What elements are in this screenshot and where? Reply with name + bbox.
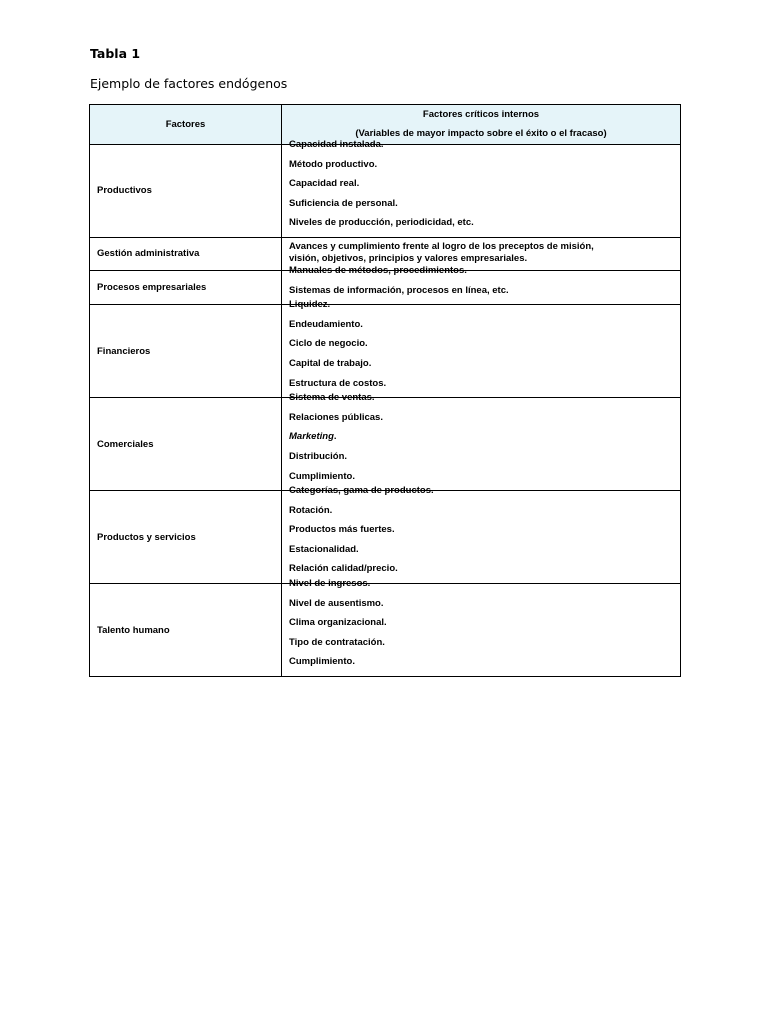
factor-name: Productos y servicios xyxy=(90,491,282,584)
table-header-row xyxy=(90,105,681,145)
factor-name: Comerciales xyxy=(90,398,282,491)
list-item: Método productivo. xyxy=(289,158,378,170)
factor-items xyxy=(282,485,681,584)
list-item: Categorías, gama de productos. xyxy=(289,485,434,497)
list-item: Ciclo de negocio. xyxy=(289,338,368,350)
header-factores-criticos-title: Factores críticos internos xyxy=(422,109,540,120)
table-caption-number: Tabla 1 xyxy=(90,46,141,61)
factor-name: Talento humano xyxy=(90,584,282,677)
list-item: Relaciones públicas. xyxy=(289,411,383,423)
list-item: Sistema de ventas. xyxy=(289,392,375,404)
factor-name: Productivos xyxy=(90,145,282,238)
factor-name: Financieros xyxy=(90,305,282,398)
table-row xyxy=(90,398,681,491)
marketing-term: Marketing xyxy=(289,431,334,443)
list-item: Suficiencia de personal. xyxy=(289,197,398,209)
list-item: Productos más fuertes. xyxy=(289,524,395,536)
factor-name: Gestión administrativa xyxy=(90,237,282,270)
list-item: Estacionalidad. xyxy=(289,543,359,555)
list-item: Liquidez. xyxy=(289,299,331,311)
list-item: Sistemas de información, procesos en línea, etc. xyxy=(289,284,509,296)
table-row xyxy=(90,491,681,584)
table-row xyxy=(90,584,681,677)
factor-items xyxy=(282,299,681,398)
factors-table xyxy=(89,104,681,677)
list-item: Capital de trabajo. xyxy=(289,357,372,369)
table-row xyxy=(90,145,681,238)
list-item: Manuales de métodos, procedimientos. xyxy=(289,264,467,276)
list-item: Niveles de producción, periodicidad, etc. xyxy=(289,217,474,229)
header-factores-criticos-subtitle: (Variables de mayor impacto sobre el éxito o el fracaso) xyxy=(355,128,607,139)
list-item: Clima organizacional. xyxy=(289,617,387,629)
list-item: Nivel de ingresos. xyxy=(289,578,371,590)
list-item: Nivel de ausentismo. xyxy=(289,597,384,609)
list-item: Relación calidad/precio. xyxy=(289,563,398,575)
factor-items xyxy=(282,392,681,491)
table-row xyxy=(90,305,681,398)
list-item: Avances y cumplimiento frente al logro de los preceptos de misión, xyxy=(289,241,594,253)
list-item xyxy=(289,431,680,451)
list-item: Estructura de costos. xyxy=(289,377,387,389)
list-item: Endeudamiento. xyxy=(289,318,363,330)
list-item: visión, objetivos, principios y valores empresariales. xyxy=(289,253,528,265)
list-item: Cumplimiento. xyxy=(289,470,355,482)
list-item: Rotación. xyxy=(289,504,333,516)
factor-name: Procesos empresariales xyxy=(90,270,282,304)
list-item: Tipo de contratación. xyxy=(289,636,385,648)
factor-items xyxy=(282,578,681,677)
header-factores: Factores xyxy=(90,105,282,145)
table-caption-title: Ejemplo de factores endógenos xyxy=(90,76,288,91)
marketing-period: . xyxy=(333,431,337,443)
list-item: Capacidad real. xyxy=(289,178,360,190)
factor-items xyxy=(282,139,681,238)
list-item: Distribución. xyxy=(289,450,348,462)
list-item: Capacidad instalada. xyxy=(289,139,384,150)
list-item: Cumplimiento. xyxy=(289,656,355,668)
